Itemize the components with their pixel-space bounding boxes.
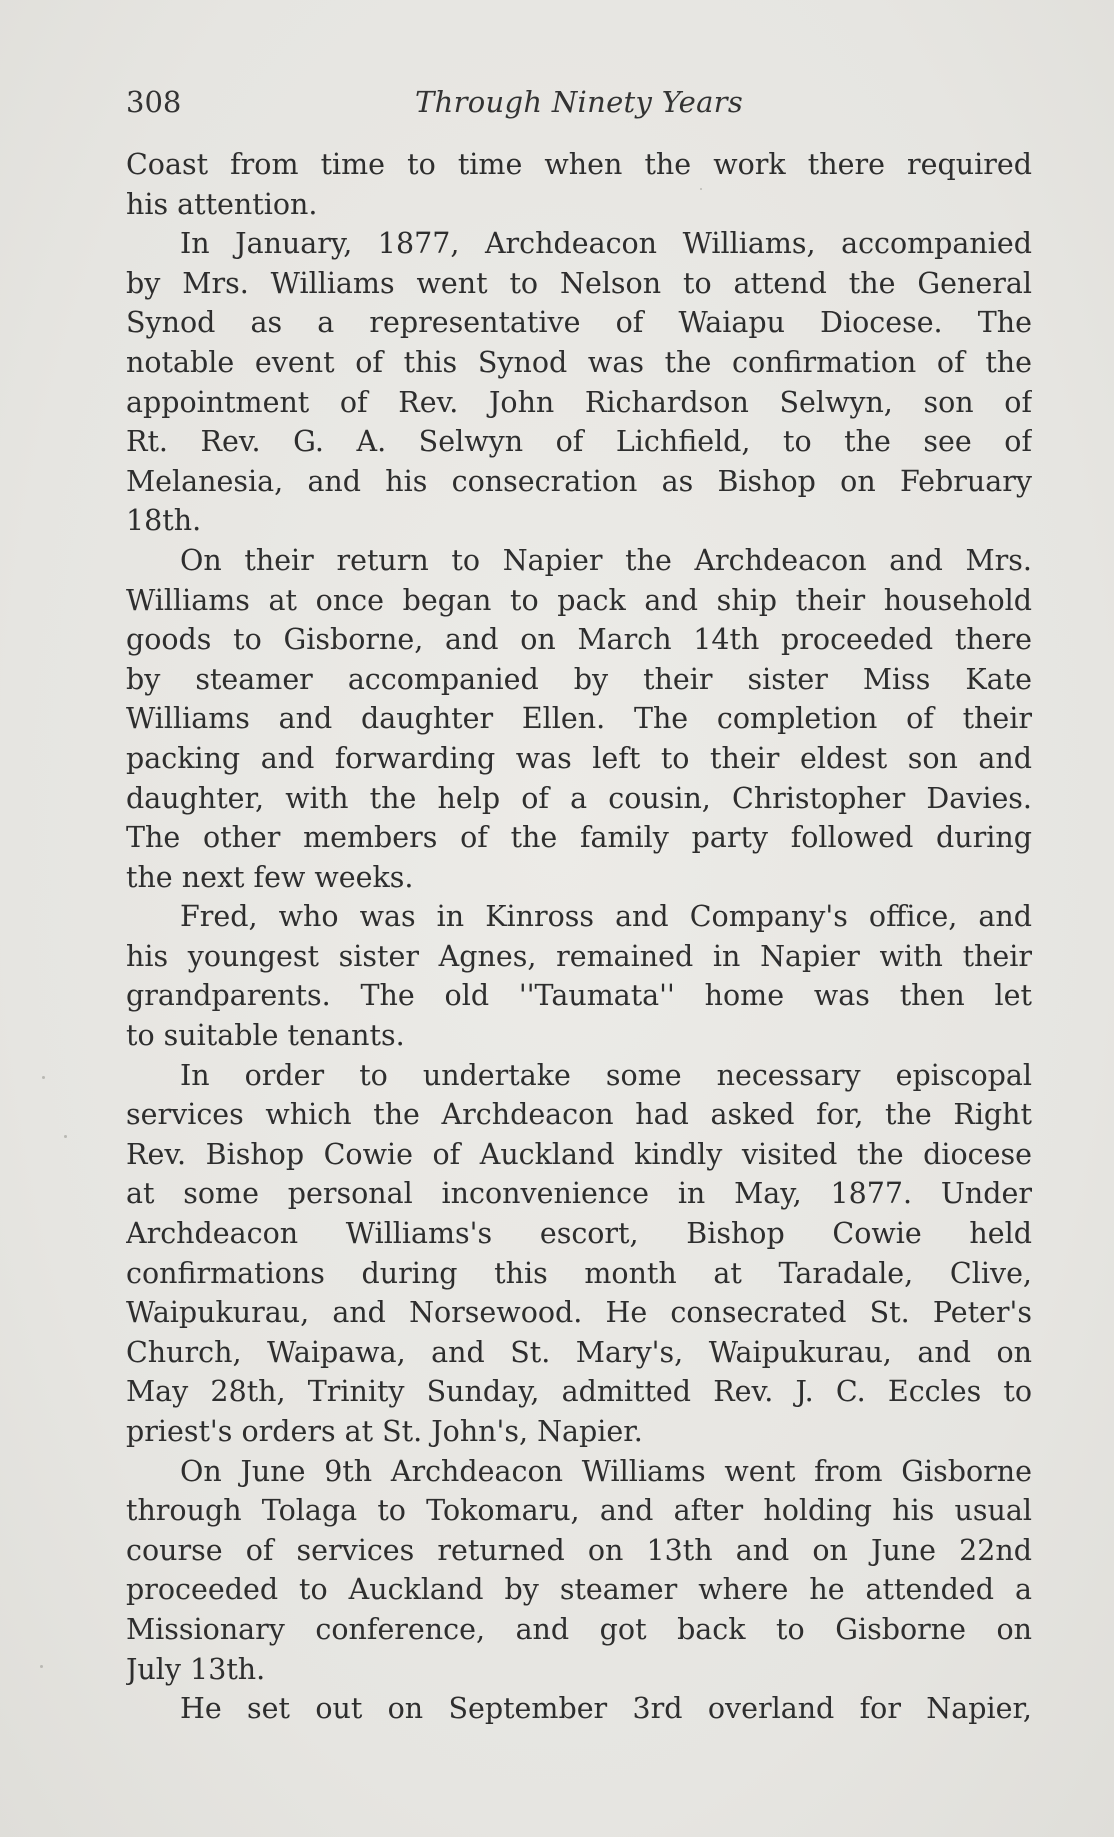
text-line: the next few weeks. (126, 860, 414, 894)
text-line: Williams and daughter Ellen. The completion of their (126, 702, 1032, 736)
text-line: services which the Archdeacon had asked for, the Right (126, 1098, 1032, 1132)
paper-speck (42, 1076, 45, 1079)
paragraph (126, 897, 1032, 1055)
text-line: May 28th, Trinity Sunday, admitted Rev. J. C. Eccles to (126, 1375, 1032, 1409)
text-line: goods to Gisborne, and on March 14th proceeded there (126, 623, 1032, 657)
text-line: In order to undertake some necessary episcopal (180, 1058, 1032, 1092)
text-line: notable event of this Synod was the confirmation of the (126, 345, 1032, 379)
text-line: 18th. (126, 504, 202, 538)
paragraph (126, 541, 1032, 897)
text-line: July 13th. (126, 1652, 266, 1686)
text-line: Fred, who was in Kinross and Company's office, and (180, 900, 1032, 934)
text-line: proceeded to Auckland by steamer where he attended a (126, 1573, 1032, 1607)
body-text (126, 145, 1032, 1729)
text-line: Missionary conference, and got back to Gisborne on (126, 1612, 1032, 1646)
text-line: Coast from time to time when the work there required (126, 148, 1032, 181)
text-line: daughter, with the help of a cousin, Christopher Davies. (126, 781, 1032, 815)
text-line: Waipukurau, and Norsewood. He consecrated St. Peter's (126, 1296, 1032, 1330)
paragraph (126, 1056, 1032, 1452)
text-line: through Tolaga to Tokomaru, and after holding his usual (126, 1494, 1032, 1528)
text-line: Rt. Rev. G. A. Selwyn of Lichfield, to the see of (126, 425, 1032, 459)
running-head (126, 82, 1032, 122)
text-line: grandparents. The old ''Taumata'' home was then let (126, 979, 1032, 1013)
running-title: Through Ninety Years (414, 85, 744, 119)
text-line: The other members of the family party followed during (126, 821, 1032, 855)
text-line: his youngest sister Agnes, remained in Napier with their (126, 939, 1032, 973)
text-line: On June 9th Archdeacon Williams went from Gisborne (180, 1454, 1032, 1488)
text-line: priest's orders at St. John's, Napier. (126, 1415, 643, 1448)
text-line: confirmations during this month at Taradale, Clive, (126, 1256, 1032, 1290)
text-line: to suitable tenants. (126, 1019, 405, 1053)
paragraph (126, 145, 1032, 224)
paragraph (126, 1689, 1032, 1729)
paragraph (126, 224, 1032, 541)
text-line: his attention. (126, 187, 318, 221)
text-line: Church, Waipawa, and St. Mary's, Waipukurau, and on (126, 1335, 1032, 1369)
text-line: by Mrs. Williams went to Nelson to attend the General (126, 266, 1032, 300)
text-line: Melanesia, and his consecration as Bishop on February (126, 464, 1032, 498)
text-line: Williams at once began to pack and ship their household (126, 583, 1032, 617)
text-line: by steamer accompanied by their sister Miss Kate (126, 662, 1032, 696)
paragraph (126, 1452, 1032, 1690)
paper-speck (700, 188, 702, 190)
text-line: Rev. Bishop Cowie of Auckland kindly visited the diocese (126, 1137, 1032, 1171)
page-number: 308 (126, 85, 182, 119)
text-line: In January, 1877, Archdeacon Williams, accompanied (180, 227, 1032, 261)
text-line: He set out on September 3rd overland for Napier, (180, 1692, 1032, 1726)
text-line: packing and forwarding was left to their eldest son and (126, 741, 1032, 775)
text-line: course of services returned on 13th and on June 22nd (126, 1533, 1032, 1567)
paper-speck (40, 1665, 43, 1668)
text-line: at some personal inconvenience in May, 1877. Under (126, 1177, 1032, 1211)
paper-speck (64, 1135, 67, 1138)
text-line: Archdeacon Williams's escort, Bishop Cowie held (126, 1217, 1032, 1251)
text-line: Synod as a representative of Waiapu Diocese. The (126, 306, 1032, 340)
text-line: On their return to Napier the Archdeacon and Mrs. (180, 543, 1032, 577)
text-line: appointment of Rev. John Richardson Selwyn, son of (126, 385, 1032, 419)
